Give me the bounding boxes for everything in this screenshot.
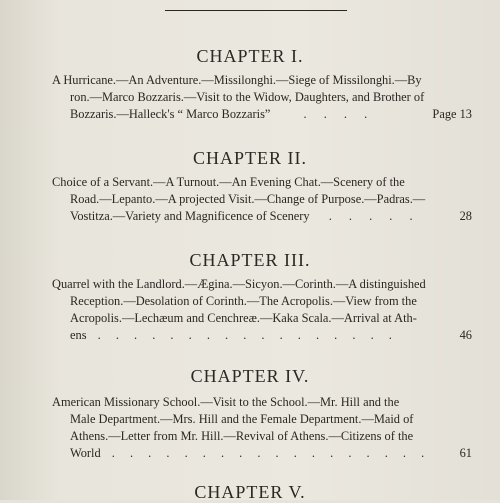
summary-line: Quarrel with the Landlord.—Ægina.—Sicyon.—Corinth.—A distinguished (52, 277, 426, 291)
top-rule (165, 10, 347, 11)
summary-line: Male Department.—Mrs. Hill and the Female Department.—Maid of (70, 412, 414, 426)
summary-line: Athens.—Letter from Mr. Hill.—Revival of Athens.—Citizens of the (70, 429, 414, 443)
chapter-title: CHAPTER II. (193, 148, 307, 168)
chapter-title: CHAPTER IV. (190, 366, 310, 386)
summary-text: World (70, 446, 101, 460)
chapter-title: CHAPTER III. (189, 250, 311, 270)
summary-line: Acropolis.—Lechæum and Cenchreæ.—Kaka Scala.—Arrival at Ath- (70, 311, 417, 325)
summary-text: Vostitza.—Variety and Magnificence of Scenery (70, 209, 310, 223)
leader-dots: . . . . . . . . . . . . . . . . . . (111, 446, 431, 460)
chapter-title-cut: CHAPTER V. (194, 482, 306, 502)
summary-line: A Hurricane.—An Adventure.—Missilonghi.—Siege of Missilonghi.—By (52, 73, 422, 87)
summary-line: American Missionary School.—Visit to the School.—Mr. Hill and the (52, 395, 400, 409)
chapter-summary (52, 276, 472, 344)
summary-line: Choice of a Servant.—A Turnout.—An Evening Chat.—Scenery of the (52, 175, 405, 189)
page-number: 46 (459, 328, 472, 342)
summary-line-last (52, 445, 472, 462)
chapter-title: CHAPTER I. (196, 46, 304, 66)
leader-dots: . . . . . (328, 209, 420, 223)
summary-line: Reception.—Desolation of Corinth.—The Acropolis.—View from the (70, 294, 417, 308)
chapter-summary (52, 174, 472, 225)
page-number: Page 13 (432, 107, 472, 121)
page-number: 61 (459, 446, 472, 460)
summary-line: ron.—Marco Bozzaris.—Visit to the Widow, Daughters, and Brother of (70, 90, 425, 104)
summary-line: Road.—Lepanto.—A projected Visit.—Change of Purpose.—Padras.— (70, 192, 426, 206)
summary-line-last (52, 208, 472, 225)
summary-line-last (52, 327, 472, 344)
chapter-summary (52, 394, 472, 462)
summary-line-last (52, 106, 472, 123)
summary-text: ens (70, 328, 87, 342)
summary-text: Bozzaris.—Halleck's “ Marco Bozzaris” (70, 107, 271, 121)
page-number: 28 (459, 209, 472, 223)
chapter-summary (52, 72, 472, 123)
leader-dots: . . . . . . . . . . . . . . . . . (97, 328, 398, 342)
leader-dots: . . . . (303, 107, 375, 121)
